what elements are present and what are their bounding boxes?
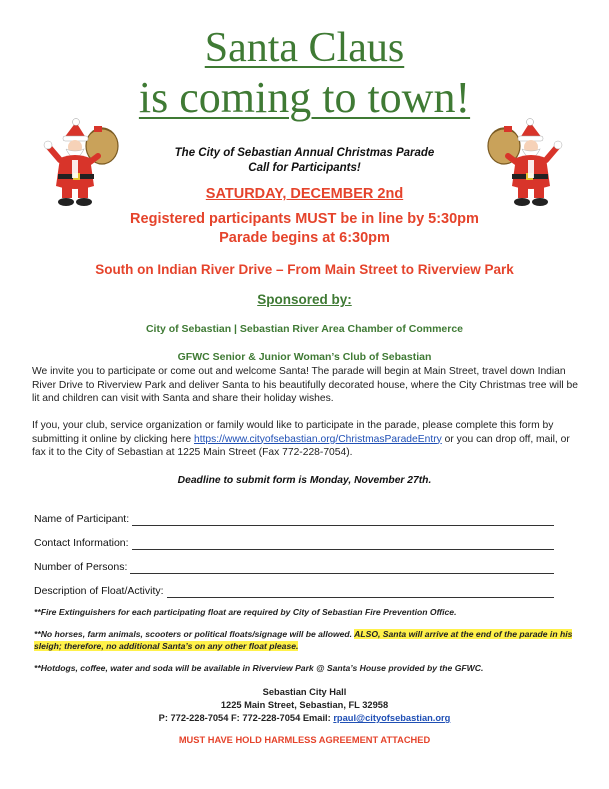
lineup-time: Registered participants MUST be in line by 5:30pm (130, 211, 479, 227)
float-description-field (34, 584, 554, 598)
restrictions-text: **No horses, farm animals, scooters or political floats/signage will be allowed. (34, 629, 355, 639)
sponsored-heading: Sponsored by: (257, 292, 352, 307)
submission-text-start: If you, your club, service organization or family would like to participate in the parade, please complete this form by submitting it online by clicking here (32, 420, 554, 445)
submission-text-end: or you can drop off, mail, or fax it to the City of Sebastian at 1225 Main Street (Fax 772-228-7054). (32, 433, 570, 458)
parade-name: The City of Sebastian Annual Christmas Parade (174, 147, 435, 159)
submission-paragraph (32, 419, 580, 460)
call-for-participants: Call for Participants! (248, 162, 361, 174)
float-description-input[interactable] (167, 587, 554, 598)
title-line-1: Santa Claus (204, 25, 405, 71)
contact-information-input[interactable] (132, 539, 554, 550)
participant-name-field (34, 512, 554, 526)
participant-name-input[interactable] (132, 515, 554, 526)
footer-phone-fax: P: 772-228-7054 F: 772-228-7054 Email: (158, 713, 334, 723)
sponsor-line-2: GFWC Senior & Junior Woman’s Club of Sebastian (177, 351, 432, 363)
footer-contact (0, 712, 609, 725)
email-link[interactable]: rpaul@cityofsebastian.org (333, 713, 451, 723)
santa-sleigh-highlight: ALSO, Santa will arrive at the end of the parade in his sleigh; therefore, no additional Santa’s on any other float please. (34, 629, 573, 651)
parade-route: South on Indian River Drive – From Main Street to Riverview Park (95, 262, 514, 277)
parade-date: SATURDAY, DECEMBER 2nd (205, 186, 404, 202)
hold-harmless-notice: MUST HAVE HOLD HARMLESS AGREEMENT ATTACHED (178, 735, 431, 745)
sponsor-line-1: City of Sebastian | Sebastian River Area Chamber of Commerce (145, 323, 464, 335)
deadline-notice: Deadline to submit form is Monday, November 27th. (177, 475, 432, 486)
title-line-2: is coming to town! (138, 73, 471, 122)
refreshments-note: **Hotdogs, coffee, water and soda will be available in Riverview Park @ Santa’s House provided by the GFWC. (34, 663, 484, 673)
field-label: Contact Information: (34, 537, 129, 549)
parade-entry-link[interactable]: https://www.cityofsebastian.org/ChristmasParadeEntry (193, 433, 442, 445)
field-label: Number of Persons: (34, 561, 128, 573)
restrictions-note (34, 628, 574, 652)
field-label: Name of Participant: (34, 513, 130, 525)
number-of-persons-field (34, 560, 554, 574)
number-of-persons-input[interactable] (130, 563, 554, 574)
field-label: Description of Float/Activity: (34, 585, 164, 597)
start-time: Parade begins at 6:30pm (219, 230, 390, 246)
contact-information-field (34, 536, 554, 550)
footer-address: 1225 Main Street, Sebastian, FL 32958 (220, 700, 389, 710)
invitation-paragraph: We invite you to participate or come out and welcome Santa! The parade will begin at Main Street, travel down Indian River Drive to Riverview Park and deliver Santa to his beautifully decorated house, where the City Christmas tree will be lit and children can visit with Santa and share their holiday wishes. (32, 366, 578, 404)
footer-org: Sebastian City Hall (262, 687, 347, 697)
fire-extinguisher-note: **Fire Extinguishers for each participating float are required by City of Sebastian Fire Prevention Office. (34, 607, 457, 617)
